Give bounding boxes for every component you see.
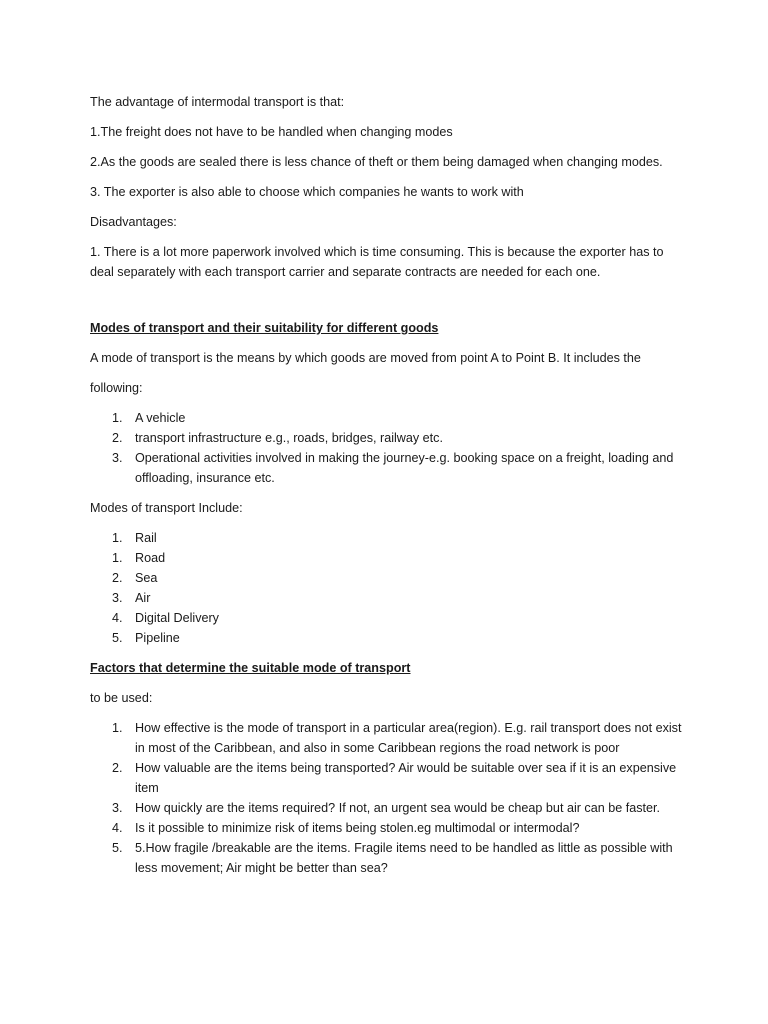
list-item bbox=[90, 588, 686, 608]
list-text: Is it possible to minimize risk of items being stolen.eg multimodal or intermodal? bbox=[135, 821, 580, 835]
advantage-1: 1.The freight does not have to be handled when changing modes bbox=[90, 125, 453, 139]
list-number: 5. bbox=[112, 841, 123, 855]
list-text: A vehicle bbox=[135, 411, 186, 425]
modes-heading: Modes of transport and their suitability for different goods bbox=[90, 321, 439, 335]
list-text: Road bbox=[135, 551, 166, 565]
list-number: 5. bbox=[112, 631, 123, 645]
list-number: 4. bbox=[112, 821, 123, 835]
list-number: 4. bbox=[112, 611, 123, 625]
intro-paragraph: The advantage of intermodal transport is that: bbox=[90, 95, 345, 109]
modes-intro-line1: A mode of transport is the means by which goods are moved from point A to Point B. It includes the bbox=[90, 351, 641, 365]
list-item bbox=[90, 628, 686, 648]
advantage-2: 2.As the goods are sealed there is less chance of theft or them being damaged when changing modes. bbox=[90, 155, 663, 169]
list-number: 1. bbox=[112, 721, 123, 735]
modes-list bbox=[90, 528, 686, 648]
list-number: 3. bbox=[112, 801, 123, 815]
list-text: How effective is the mode of transport in a particular area(region). E.g. rail transport does not exist in most of the Caribbean, and also in some Caribbean regions the road network is poor bbox=[135, 721, 682, 755]
list-item bbox=[90, 758, 686, 798]
list-text: Digital Delivery bbox=[135, 611, 219, 625]
list-text: Operational activities involved in making the journey-e.g. booking space on a freight, loading and offloading, insurance etc. bbox=[135, 451, 674, 485]
list-text: transport infrastructure e.g., roads, bridges, railway etc. bbox=[135, 431, 443, 445]
document-page bbox=[90, 92, 686, 888]
list-item bbox=[90, 428, 686, 448]
list-item bbox=[90, 718, 686, 758]
list-number: 2. bbox=[112, 431, 123, 445]
modes-intro-line2: following: bbox=[90, 381, 143, 395]
list-number: 1. bbox=[112, 411, 123, 425]
list-number: 3. bbox=[112, 451, 123, 465]
disadvantages-label: Disadvantages: bbox=[90, 215, 177, 229]
list-item bbox=[90, 528, 686, 548]
list-item bbox=[90, 838, 686, 878]
list-item bbox=[90, 568, 686, 588]
components-list bbox=[90, 408, 686, 488]
list-item bbox=[90, 448, 686, 488]
list-text: Sea bbox=[135, 571, 158, 585]
list-number: 1. bbox=[112, 531, 123, 545]
factors-subline: to be used: bbox=[90, 691, 153, 705]
disadvantage-1: 1. There is a lot more paperwork involved which is time consuming. This is because the exporter has to deal separately with each transport carrier and separate contracts are needed for each one. bbox=[90, 245, 664, 279]
list-item bbox=[90, 798, 686, 818]
list-item bbox=[90, 408, 686, 428]
list-text: Rail bbox=[135, 531, 157, 545]
list-text: Pipeline bbox=[135, 631, 180, 645]
factors-heading: Factors that determine the suitable mode of transport bbox=[90, 661, 411, 675]
list-item bbox=[90, 548, 686, 568]
list-item bbox=[90, 608, 686, 628]
list-item bbox=[90, 818, 686, 838]
list-text: How valuable are the items being transported? Air would be suitable over sea if it is an expensive item bbox=[135, 761, 677, 795]
list-number: 3. bbox=[112, 591, 123, 605]
list-text: 5.How fragile /breakable are the items. Fragile items need to be handled as little as possible with less movement; Air might be better than sea? bbox=[135, 841, 673, 875]
list-number: 1. bbox=[112, 551, 123, 565]
modes-include-label: Modes of transport Include: bbox=[90, 501, 243, 515]
list-text: Air bbox=[135, 591, 151, 605]
list-number: 2. bbox=[112, 761, 123, 775]
list-text: How quickly are the items required? If not, an urgent sea would be cheap but air can be faster. bbox=[135, 801, 661, 815]
factors-list bbox=[90, 718, 686, 878]
advantage-3: 3. The exporter is also able to choose which companies he wants to work with bbox=[90, 185, 524, 199]
list-number: 2. bbox=[112, 571, 123, 585]
